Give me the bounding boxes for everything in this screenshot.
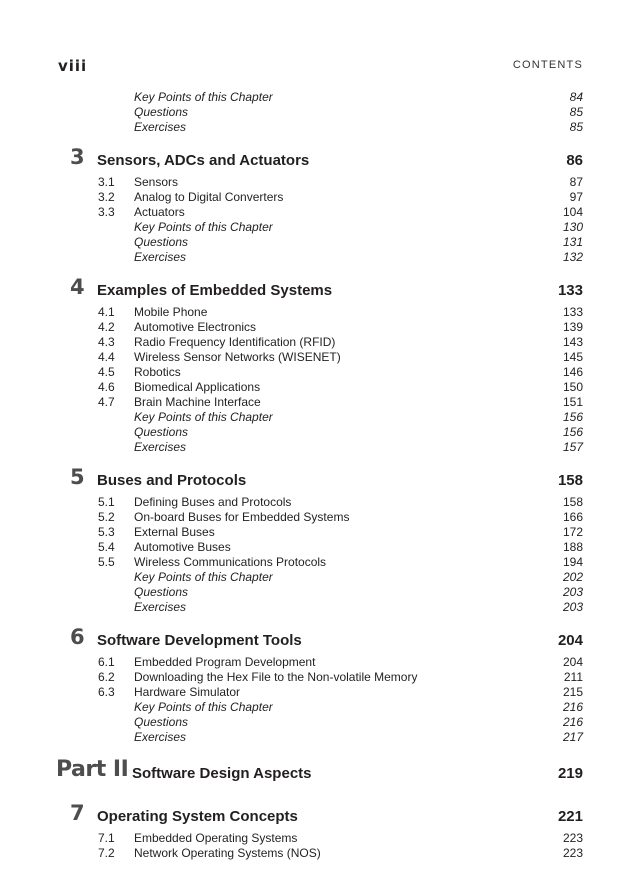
running-head [58, 57, 583, 77]
section-title: Embedded Program Development [134, 655, 316, 669]
chapter-title: Operating System Concepts [97, 808, 298, 825]
chapter-page: 221 [557, 808, 583, 825]
toc-section [0, 831, 638, 846]
part-label: Part II [56, 757, 129, 782]
toc-section [0, 365, 638, 380]
entry-page: 84 [569, 90, 583, 104]
entry-title: Exercises [134, 250, 187, 264]
section-number: 5.3 [98, 525, 115, 539]
section-page: 204 [562, 655, 583, 669]
entry-title: Questions [134, 585, 189, 599]
toc-section [0, 846, 638, 861]
section-page: 143 [562, 335, 583, 349]
entry-page: 203 [562, 600, 583, 614]
toc-entry-extra [0, 410, 638, 425]
entry-page: 85 [569, 120, 583, 134]
entry-title: Questions [134, 715, 189, 729]
section-page: 188 [562, 540, 583, 554]
chapter-number: 7 [70, 801, 85, 825]
entry-page: 131 [562, 235, 583, 249]
section-title: Biomedical Applications [134, 380, 261, 394]
section-title: Wireless Communications Protocols [134, 555, 327, 569]
chapter-page: 204 [557, 632, 583, 649]
entry-page: 156 [562, 425, 583, 439]
section-page: 194 [562, 555, 583, 569]
toc-section [0, 555, 638, 570]
section-page: 145 [562, 350, 583, 364]
chapter-heading [0, 801, 638, 831]
section-title: External Buses [134, 525, 215, 539]
running-head-title: CONTENTS [512, 59, 583, 71]
chapter-number: 6 [70, 625, 85, 649]
chapter-title: Examples of Embedded Systems [97, 282, 333, 299]
section-title: Robotics [134, 365, 181, 379]
toc-entry-extra [0, 730, 638, 745]
section-page: 133 [562, 305, 583, 319]
section-title: Analog to Digital Converters [134, 190, 284, 204]
entry-title: Key Points of this Chapter [134, 700, 273, 714]
chapter-page: 158 [557, 472, 583, 489]
entry-title: Exercises [134, 120, 187, 134]
section-title: Wireless Sensor Networks (WISENET) [134, 350, 341, 364]
section-number: 4.6 [98, 380, 115, 394]
toc-entry-extra [0, 235, 638, 250]
chapter-heading [0, 145, 638, 175]
chapter-number: 3 [70, 145, 85, 169]
part-page: 219 [557, 765, 583, 782]
entry-title: Key Points of this Chapter [134, 90, 273, 104]
section-number: 3.2 [98, 190, 115, 204]
chapter-heading [0, 465, 638, 495]
chapter-number: 5 [70, 465, 85, 489]
chapter-title: Buses and Protocols [97, 472, 247, 489]
section-title: Automotive Buses [134, 540, 231, 554]
chapter-title: Sensors, ADCs and Actuators [97, 152, 310, 169]
toc-section [0, 335, 638, 350]
entry-title: Questions [134, 235, 189, 249]
section-page: 87 [569, 175, 583, 189]
section-title: Mobile Phone [134, 305, 208, 319]
page-number: viii [58, 57, 88, 75]
entry-page: 216 [562, 715, 583, 729]
section-number: 6.1 [98, 655, 115, 669]
section-number: 6.2 [98, 670, 115, 684]
toc-entry-extra [0, 90, 638, 105]
section-page: 223 [562, 846, 583, 860]
toc-entry-extra [0, 715, 638, 730]
section-number: 4.3 [98, 335, 115, 349]
entry-page: 216 [562, 700, 583, 714]
chapter-heading [0, 625, 638, 655]
toc-section [0, 685, 638, 700]
toc-entry-extra [0, 600, 638, 615]
section-title: Defining Buses and Protocols [134, 495, 292, 509]
toc-entry-extra [0, 220, 638, 235]
entry-title: Questions [134, 425, 189, 439]
toc-section [0, 175, 638, 190]
section-page: 215 [562, 685, 583, 699]
section-title: Network Operating Systems (NOS) [134, 846, 321, 860]
entry-page: 157 [562, 440, 583, 454]
toc-section [0, 540, 638, 555]
entry-title: Exercises [134, 730, 187, 744]
section-number: 4.1 [98, 305, 115, 319]
part-title: Software Design Aspects [132, 765, 312, 782]
section-page: 104 [562, 205, 583, 219]
entry-page: 202 [562, 570, 583, 584]
section-title: Radio Frequency Identification (RFID) [134, 335, 336, 349]
toc-section [0, 380, 638, 395]
toc-section [0, 205, 638, 220]
section-page: 97 [569, 190, 583, 204]
toc-entry-extra [0, 440, 638, 455]
entry-title: Exercises [134, 440, 187, 454]
section-title: Sensors [134, 175, 179, 189]
section-title: On-board Buses for Embedded Systems [134, 510, 350, 524]
entry-title: Exercises [134, 600, 187, 614]
section-page: 139 [562, 320, 583, 334]
entry-title: Key Points of this Chapter [134, 220, 273, 234]
toc-entry-extra [0, 570, 638, 585]
table-of-contents [0, 90, 638, 861]
toc-entry-extra [0, 250, 638, 265]
section-page: 211 [563, 670, 583, 684]
section-page: 146 [562, 365, 583, 379]
toc-section [0, 510, 638, 525]
section-number: 3.1 [98, 175, 115, 189]
toc-entry-extra [0, 425, 638, 440]
entry-page: 217 [562, 730, 583, 744]
section-page: 223 [562, 831, 583, 845]
entry-page: 203 [562, 585, 583, 599]
chapter-title: Software Development Tools [97, 632, 302, 649]
section-number: 4.2 [98, 320, 115, 334]
toc-section [0, 525, 638, 540]
entry-page: 156 [562, 410, 583, 424]
toc-entry-extra [0, 700, 638, 715]
entry-page: 85 [569, 105, 583, 119]
section-page: 172 [562, 525, 583, 539]
entry-page: 130 [562, 220, 583, 234]
entry-title: Key Points of this Chapter [134, 410, 273, 424]
section-number: 6.3 [98, 685, 115, 699]
part-heading [0, 757, 638, 791]
section-number: 3.3 [98, 205, 115, 219]
section-title: Automotive Electronics [134, 320, 257, 334]
toc-section [0, 395, 638, 410]
toc-section [0, 350, 638, 365]
section-number: 5.2 [98, 510, 115, 524]
chapter-heading [0, 275, 638, 305]
entry-title: Questions [134, 105, 189, 119]
chapter-page: 86 [566, 152, 583, 169]
toc-section [0, 320, 638, 335]
section-title: Brain Machine Interface [134, 395, 261, 409]
toc-entry-extra [0, 120, 638, 135]
section-number: 5.5 [98, 555, 115, 569]
section-number: 7.2 [98, 846, 115, 860]
section-page: 158 [562, 495, 583, 509]
section-page: 150 [562, 380, 583, 394]
section-page: 151 [562, 395, 583, 409]
section-title: Embedded Operating Systems [134, 831, 298, 845]
section-number: 7.1 [98, 831, 115, 845]
section-title: Downloading the Hex File to the Non-volatile Memory [134, 670, 418, 684]
section-number: 4.5 [98, 365, 115, 379]
section-title: Actuators [134, 205, 185, 219]
section-page: 166 [562, 510, 583, 524]
chapter-page: 133 [557, 282, 583, 299]
toc-entry-extra [0, 105, 638, 120]
section-number: 4.4 [98, 350, 115, 364]
toc-section [0, 190, 638, 205]
section-number: 4.7 [98, 395, 115, 409]
entry-page: 132 [562, 250, 583, 264]
entry-title: Key Points of this Chapter [134, 570, 273, 584]
toc-section [0, 670, 638, 685]
chapter-number: 4 [70, 275, 85, 299]
toc-section [0, 495, 638, 510]
toc-section [0, 305, 638, 320]
section-title: Hardware Simulator [134, 685, 241, 699]
section-number: 5.1 [98, 495, 115, 509]
section-number: 5.4 [98, 540, 115, 554]
toc-entry-extra [0, 585, 638, 600]
toc-section [0, 655, 638, 670]
